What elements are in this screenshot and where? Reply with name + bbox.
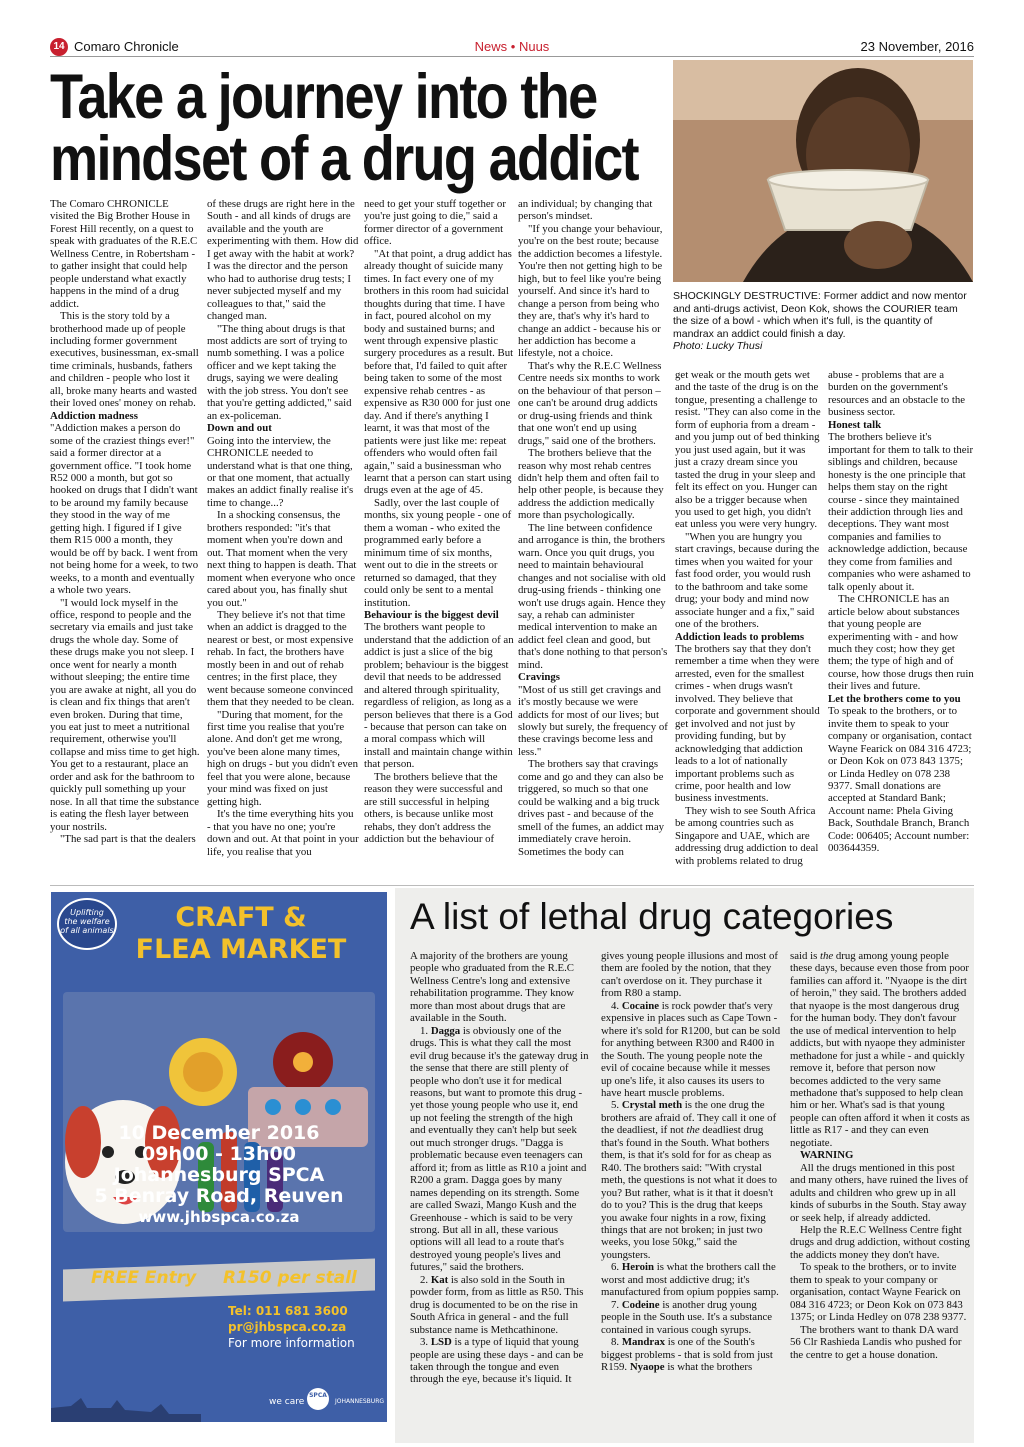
free-entry-label: FREE Entry: [91, 1268, 197, 1288]
ad-telephone: Tel: 011 681 3600: [228, 1304, 348, 1318]
list-item: [601, 1261, 781, 1298]
paragraph: an individual; by changing that person's mindset.: [518, 198, 653, 223]
article-column-2: [207, 198, 359, 858]
subheading: Addiction madness: [50, 409, 138, 422]
item-number: 4.: [611, 999, 620, 1012]
subheading: Down and out: [207, 422, 272, 435]
article-column-3: [364, 198, 514, 846]
logo-line: the welfare: [64, 917, 110, 926]
paragraph: To speak to the brothers, or to invite them to speak to your company or organisation, contact Wayne Fearick on 084 316 4723; or Deon Kok on 073 843 1375; or Linda Hedley on 078 238 9377. Small donations are accepted at Standard Bank; Account name: Phela Giving Back, Southdale Branch, Branch Code: 006405; Account number: 003644359.: [828, 705, 972, 855]
paragraph: They believe it's not that time when an addict is dragged to the nearest or best, or most expensive rehab. In fact, the brothers have mostly been in and out of rehab centres; in the first place, they went because someone convinced them that they needed to be clean.: [207, 608, 355, 709]
paragraph: Sadly, over the last couple of months, six young people - one of them a woman - who exited the programmed early before a minimum time of six months, went out to die in the streets or returned so damaged, that they could only be sent to a mental institution.: [364, 496, 512, 609]
paragraph: The brothers believe that the reason why most rehab centres didn't help them and often fail to help other people, is because they address the addiction medically more than psychologically.: [518, 447, 664, 522]
paragraph: In a shocking consensus, the brothers responded: "it's that moment when you're down and out. That moment when the very next thing to happen is death. That moment when everyone who once cared about you, has finally shut you out.": [207, 509, 357, 609]
paragraph: The brothers believe it's important for them to talk to their siblings and children, because honesty is the one principle that helps them stay on the right course - since they maintained their addiction through lies and deceptions. They want most companies and families to acknowledge addiction, because they come from families and companies who were ashamed to talk openly about it.: [828, 431, 974, 593]
subheading: Cravings: [518, 671, 560, 684]
subheading: Behaviour is the biggest devil: [364, 608, 499, 621]
headline-line-1: Take a journey into the: [50, 62, 597, 132]
man-with-bowl-illustration: [673, 60, 973, 282]
paragraph: "When you are hungry you start cravings, because during the times when you waited for your fast food order, you would rush to the bathroom and take some drug; your body and mind now associate hunger and a fix," said one of the brothers.: [675, 530, 820, 631]
page-header: [50, 38, 974, 57]
ad-time: 09h00 - 13h00: [142, 1143, 296, 1165]
johannesburg-label: JOHANNESBURG: [335, 1398, 385, 1405]
subheading: Let the brothers come to you: [828, 692, 961, 705]
article-photo: [673, 60, 973, 282]
paragraph: get weak or the mouth gets wet and the taste of the drug is on the tongue, presenting a challenge to resist. "They can also come in the form of euphoria from a dream - and you jump out of bed thinking you just used again, but it was just a crazy dream since you tasted the drug in your sleep and felt its effect on you. Hunger can also be a trigger because when you used to get high, you didn't eat unless you were very hungry.: [675, 369, 821, 531]
paragraph: gives young people illusions and most of them are fooled by the notion, that they can't overdose on it. They purchase it from R80 a stamp.: [601, 950, 778, 1000]
logo-line: Uplifting: [70, 908, 104, 917]
paragraph: The line between confidence and arrogance is thin, the brothers warn. Once you quit drugs, you need to maintain behavioural changes and not socialise with old drug-using friends - thinking one won't use drugs again. Hence they say, a rehab can administer medical intervention to make an addict feel clean and good, but that's done nothing to that person's mind.: [518, 521, 668, 671]
paragraph: The brothers want to thank DA ward 56 Clr Rashieda Landis who pushed for the centre to get a house donation.: [790, 1323, 962, 1361]
ad-venue-line-1: Johannesburg SPCA: [113, 1164, 325, 1186]
spca-logo: SPCA: [307, 1388, 329, 1410]
publication-name: Comaro Chronicle: [74, 39, 179, 54]
headline: [50, 62, 638, 194]
item-text: drug among young people these days, because even those from poor families can afford it. "Nyaope is the dirt of heroin," they said. The brothers added that nyaope is the most dangerous drug for the human body. They don't favour the use of medical intervention to help addicts, but with nyaope they administer methadone for just a while - and quickly remove it, before that person now becomes addicted to the very same methadone that's supposed to help clean him or her. What's sad is that young people can often afford it when it costs as little as R17 - and they can even negotiate.: [790, 950, 970, 1149]
article-column-5: [675, 369, 821, 867]
paragraph: The brothers want people to understand that the addiction of an addict is just a slice of the big problem; behaviour is the biggest devil that needs to be addressed and altered through spirituality, regardless of religion, as long as a person believes that there is a God - because that person can take on a moral compass which will install and maintain change within that person.: [364, 621, 514, 771]
list-item: [601, 1299, 781, 1336]
list-item: [410, 1336, 590, 1386]
ad-email: pr@jhbspca.co.za: [228, 1320, 347, 1334]
item-number: 8.: [611, 1336, 620, 1349]
item-number: 2.: [420, 1273, 429, 1286]
item-text: is rock powder that's very expensive in places such as Cape Town - where it's sold for R1200, but can be sold for anything between R300 and R400 in the South. The young people note the evil of cocaine because while it messes up one's life, it also causes its users to have heart muscle problems.: [601, 999, 781, 1099]
list-column-3: [790, 950, 970, 1361]
item-text: is what the brothers: [667, 1360, 753, 1373]
list-column-1: [410, 950, 590, 1386]
logo-line: of all animals: [60, 926, 114, 935]
article-column-1: [50, 198, 200, 846]
paragraph: "At that point, a drug addict has already thought of suicide many times. In fact every one of my brothers in this room had suicidal thoughts during that time. I have in fact, poured alcohol on my body and sustained burns; and went through expensive plastic surgery procedures as a result. But before that, I'd failed to quit after being taken to some of the most expensive rehab centres - as expensive as R30 000 for just one day. And if there's anything I learnt, it was that most of the patients were just like me: repeat offenders who would often fail again," said a businessman who learnt that a person can start using drugs even at the age of 45.: [364, 247, 514, 497]
paragraph: Help the R.E.C Wellness Centre fight drugs and drug addiction, without costing the addicts money they don't have.: [790, 1223, 970, 1261]
paragraph: The Comaro CHRONICLE visited the Big Brother House in Forest Hill recently, on a quest to speak with graduates of the R.E.C Wellness Centre, in Robertsham - to gather insight that could help people understand what exactly happens in the mind of a drug addict.: [50, 198, 198, 310]
paragraph: "The sad part is that the dealers: [60, 833, 196, 846]
list-item: [601, 1099, 781, 1261]
paragraph: This is the story told by a brotherhood made up of people including former government executives, businessman, ex-small time criminals, husbands, fathers and children - people who lost it all, broke many hearts and wasted their loved ones' money on rehab.: [50, 310, 199, 410]
item-number: 5.: [611, 1099, 620, 1112]
headline-line-2: mindset of a drug addict: [50, 124, 638, 194]
paragraph: "The thing about drugs is that most addicts are sort of trying to numb something. I was a police officer and we kept taking the drugs, saying we were dealing with the job stress. You don't see that you're getting addicted," said an ex-policeman.: [207, 322, 352, 422]
item-text: deadliest drug that's found in the South. What bothers them, is that it's sold for for as cheap as R40. The brothers said: "With crystal meth, the questions is not what it does to you? But rather, what is it that it doesn't do to you? This is the drug that keeps you awake four nights in a row, fixing things that are not broken; in just two weeks, you lose 50kg," said the youngsters.: [601, 1124, 778, 1261]
list-item: [601, 1000, 781, 1100]
ad-title-line-1: CRAFT &: [175, 902, 307, 933]
item-text: is also sold in the South in powder form, from as little as R50. This drug is documented to be on the rise in South Africa in general - and the full substance name is Methcathinone.: [410, 1273, 584, 1336]
item-number: 6.: [611, 1261, 620, 1274]
list-item: [410, 1274, 590, 1336]
paragraph: The brothers say that they don't remember a time when they were arrested, even for the smallest crimes - when drugs wasn't involved. They believe that corporate and government should get involved and not just by providing funding, but by acknowledging that addiction leads to a lot of nationally important problems such as crime, poor health and low business investments.: [675, 642, 820, 805]
ad-title-line-2: FLEA MARKET: [135, 934, 347, 965]
paragraph: That's why the R.E.C Wellness Centre needs six months to work on the behaviour of that person – one can't be around drug addicts or drug-using friends and think that one won't end up using drugs," said one of the brothers.: [518, 359, 662, 447]
section-divider: [50, 885, 974, 886]
photo-credit: Photo: Lucky Thusi: [673, 340, 763, 352]
issue-date: 23 November, 2016: [860, 39, 974, 54]
paragraph: [790, 950, 970, 1149]
paragraph: All the drugs mentioned in this post and many others, have ruined the lives of adults and children who grew up in all kinds of suburbs in the South. Stay away or seek help, if already addicted.: [790, 1161, 969, 1224]
paragraph: The brothers say that cravings come and go and they can also be triggered, so much so that one could be walking and a big truck drives past - and because of the smell of the fumes, an addict may immediately crave heroin. Sometimes the body can: [518, 758, 665, 858]
item-number: 3.: [420, 1336, 429, 1349]
warning-label: WARNING: [800, 1149, 854, 1162]
drug-name: LSD: [430, 1336, 452, 1349]
item-text: is what the brothers call the worst and most addictive drug; it's manufactured from opium poppies samp.: [601, 1261, 779, 1299]
subheading: Addiction leads to problems: [675, 630, 805, 643]
warning-heading: [790, 1149, 970, 1161]
item-text: said is: [790, 950, 818, 962]
paragraph: of these drugs are right here in the South - and all kinds of drugs are available and the youth are experimenting with them. How did I get away with the habit at work? I was the director and the person who had to authorise drug tests; I never subjected myself and my colleagues to that," said the changed man.: [207, 198, 359, 323]
paragraph: "During that moment, for the first time you realise that you're alone. And don't get me wrong, you've been alone many times, high on drugs - but you didn't even feel that you were alone, because your mind was fixed on just getting high.: [207, 708, 358, 808]
we-care-label: we care: [269, 1397, 305, 1407]
section-label: News • Nuus: [474, 39, 550, 54]
ad-date: 10 December 2016: [118, 1122, 320, 1144]
item-text: is one of the South's biggest problems - that is sold from just R159.: [601, 1336, 773, 1373]
list-item: [601, 1336, 781, 1373]
paragraph: A majority of the brothers are young people who graduated from the R.E.C Wellness Centre's long and extensive rehabilitation programme. They know more than most about drugs that are available in the South.: [410, 950, 575, 1025]
drug-name: Codeine: [621, 1298, 660, 1311]
paragraph: "If you change your behaviour, you're on the best route; because the addiction becomes a lifestyle. You're then not getting high to be high, but to feel like you're being yourself. And since it's hard to change a person from being who they are, that's why it's hard to change an addict - because his or her addiction has become a lifestyle, not a choice.: [518, 222, 663, 360]
paragraph: They wish to see South Africa be among countries such as Singapore and UAE, which are addressing drug addiction to deal with problems related to drug: [675, 804, 819, 867]
paragraph: To speak to the brothers, or to invite them to speak to your company or organisation, contact Wayne Fearick on 084 316 4723; or Deon Kok on 073 843 1375; or Linda Hedley on 078 238 9377.: [790, 1261, 967, 1324]
ad-more-info: For more information: [228, 1336, 355, 1350]
drug-name: Crystal meth: [621, 1099, 683, 1112]
photo-caption: [673, 290, 973, 353]
paragraph: Going into the interview, the CHRONICLE needed to understand what is that one thing, or that one moment, that actually makes an addict finally realise it's time to change...?: [207, 434, 354, 509]
drug-name: Heroin: [621, 1261, 655, 1274]
list-title: A list of lethal drug categories: [410, 896, 894, 937]
paragraph: The brothers believe that the reason they were successful and are still successful in helping others, is because unlike most rehabs, they don't address the addiction but the behaviour of: [364, 770, 503, 846]
drug-name: Nyaope: [629, 1360, 665, 1373]
paragraph: "Most of us still get cravings and it's mostly because we were addicts for most of our lives; but slowly but surely, the frequency of these cravings become less and less.": [518, 683, 668, 758]
paragraph: "I would lock myself in the office, respond to people and the secretary via emails and just take drugs the whole day. Some of these drugs make you not sleep. I once went for nearly a month without sleeping; the entire time you are awake at night, all you do is clean and fix things that aren't even broken. During that time, you eat just to meet a nutritional requirement, otherwise you'll collapse and miss time to get high. You get to a restaurant, place an order and ask for the bathroom to quickly pull something up your nose. In all that time the substance is eating the flesh layer between your nostrils.: [50, 596, 200, 833]
ad-event-details: [51, 1123, 387, 1228]
paragraph: "Addiction makes a person do some of the craziest things ever!" said a former director at a government office. "I took home R52 000 a month, but got so hooked on drugs that I didn't want to be around my family because they stood in the way of me getting high. I figured if I give them R15 000 a month, they would be off by back. I went from not being home for a week, to two weeks, to a month and eventually a whole two years.: [50, 422, 199, 597]
item-text: is obviously one of the drugs. This is what they call the most evil drug because it's the gateway drug in the sense that there are still plenty of people who don't use it for medical reasons, but want to promote this drug - yet those young people who use it, end up not feeling the strength of the high and eventually they can't help but seek out much stronger drugs. "Dagga is problematic because even teenagers can afford it; from as little as R10 a joint and R200 a gram. Dagga goes by many names depending on its strength. Some are called Swazi, Mango Kush and the Greenhouse - which is said to be very strong. But all in all, these various options will all lead to a route that's destroyed young people's lives and futures," said the brothers.: [410, 1024, 589, 1274]
drug-name: Mandrax: [621, 1336, 666, 1349]
paragraph: It's the time everything hits you - that you have no one; you're down and out. At that point in your life, you realise that you: [207, 808, 359, 858]
list-item: [410, 1025, 590, 1274]
list-column-2: [601, 950, 781, 1373]
article-column-4: [518, 198, 668, 858]
item-number: 7.: [611, 1298, 620, 1311]
item-number: 1.: [420, 1024, 429, 1037]
item-text: is another drug young people in the South use. It's a substance contained in various cough syrups.: [601, 1298, 773, 1336]
drug-name: Kat: [430, 1273, 449, 1286]
drug-name: Dagga: [430, 1024, 461, 1037]
item-text: is a type of liquid that young people are using these days - and can be taken through the tongue and even through the eye, because it's liquid. It: [410, 1336, 584, 1386]
paragraph: need to get your stuff together or you're just going to die," said a former director of a government office.: [364, 198, 506, 248]
drug-name: Cocaine: [621, 999, 659, 1012]
stall-price-label: R150 per stall: [223, 1268, 357, 1288]
emphasis: the: [820, 950, 834, 962]
page-number-badge: 14: [50, 38, 68, 56]
item-text: is the one drug the brothers are afraid of. They call it one of the deadliest, if not: [601, 1099, 777, 1137]
ad-venue-line-2: 5 Benray Road, Reuven: [94, 1185, 344, 1207]
article-column-6: [828, 369, 974, 855]
ad-website: www.jhbspca.co.za: [138, 1208, 300, 1226]
subheading: Honest talk: [828, 418, 882, 431]
paragraph: abuse - problems that are a burden on the government's resources and an obstacle to the business sector.: [828, 369, 966, 419]
caption-text: SHOCKINGLY DESTRUCTIVE: Former addict and now mentor and anti-drugs activist, Deon Kok, shows the COURIER team the size of a bowl - which when it's full, is the quantity of mandrax an addict could finish a day.: [673, 290, 967, 340]
emphasis: the: [686, 1124, 700, 1137]
paragraph: The CHRONICLE has an article below about substances that young people are experimenting with - and how much they cost; how they get them; the type of high and of course, how those drugs then ruin their lives and future.: [828, 593, 974, 693]
